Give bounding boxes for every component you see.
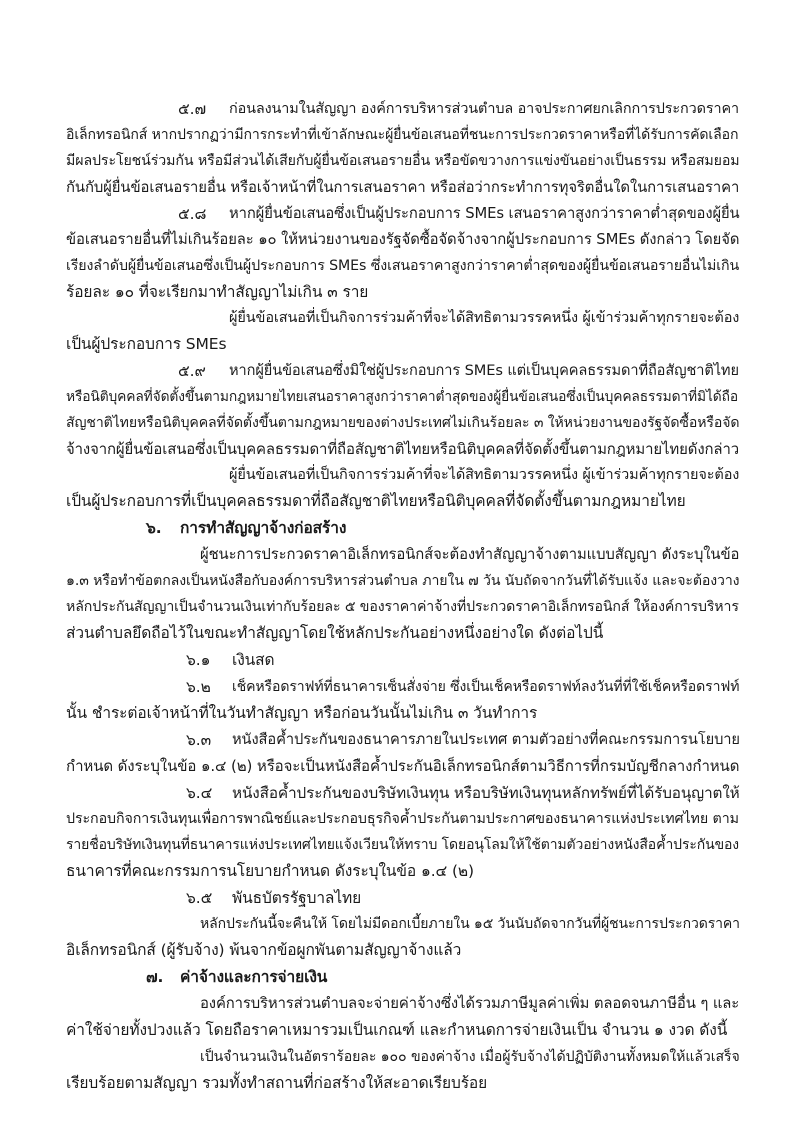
item-text-line: พันธบัตรรัฐบาลไทย	[232, 889, 362, 907]
clause-text-line: ร้อยละ ๑๐ ที่จะเรียกมาทำสัญญาไม่เกิน ๓ ราย	[66, 283, 369, 301]
clause-text-line: ผู้ยื่นข้อเสนอที่เป็นกิจการร่วมค้าที่จะได้สิทธิตามวรรคหนึ่ง ผู้เข้าร่วมค้าทุกรายจะต้อง	[229, 310, 740, 326]
section-text-line: ส่วนตำบลยึดถือไว้ในขณะทำสัญญาโดยใช้หลักประกันอย่างหนึ่งอย่างใด ดังต่อไปนี้	[66, 624, 604, 642]
item-text-line: หนังสือค้ำประกันของบริษัทเงินทุน หรือบริษัทเงินทุนหลักทรัพย์ที่ได้รับอนุญาตให้	[232, 784, 740, 802]
item-text-line: กำหนด ดังระบุในข้อ ๑.๔ (๒) หรือจะเป็นหนังสือค้ำประกันอิเล็กทรอนิกส์ตามวิธีการที่กรมบัญชีกลางกำหนด	[66, 757, 740, 775]
section-text-line: เป็นจำนวนเงินในอัตราร้อยละ ๑๐๐ ของค่าจ้าง เมื่อผู้รับจ้างได้ปฏิบัติงานทั้งหมดให้แล้วเสร็จ	[200, 1049, 740, 1065]
clause-text-line: สัญชาติไทยหรือนิติบุคคลที่จัดตั้งขึ้นตามกฎหมายของต่างประเทศไม่เกินร้อยละ ๓ ให้หน่วยงานของรัฐจัดซื้อหรือจัด	[66, 415, 740, 431]
item-number: ๖.๕	[186, 889, 213, 907]
section-text-line: หลักประกันสัญญาเป็นจำนวนเงินเท่ากับร้อยละ ๕ ของราคาค่าจ้างที่ประกวดราคาอิเล็กทรอนิกส์ ให้องค์การบริหาร	[66, 599, 739, 615]
section-heading: การทำสัญญาจ้างก่อสร้าง	[180, 519, 347, 537]
clause-text-line: มีผลประโยชน์ร่วมกัน หรือมีส่วนได้เสียกับผู้ยื่นข้อเสนอรายอื่น หรือขัดขวางการแข่งขันอย่างเป็นธรรม หรือสมยอม	[66, 153, 740, 169]
clause-text-line: กันกับผู้ยื่นข้อเสนอรายอื่น หรือเจ้าหน้าที่ในการเสนอราคา หรือส่อว่ากระทำการทุจริตอื่นใดในการเสนอราคา	[66, 178, 740, 196]
clause-number: ๕.๗	[178, 100, 207, 118]
clause-text-line: ก่อนลงนามในสัญญา องค์การบริหารส่วนตำบล อาจประกาศยกเลิกการประกวดราคา	[229, 101, 739, 117]
item-text-line: ธนาคารที่คณะกรรมการนโยบายกำหนด ดังระบุในข้อ ๑.๔ (๒)	[66, 862, 474, 880]
section-text-line: องค์การบริหารส่วนตำบลจะจ่ายค่าจ้างซึ่งได้รวมภาษีมูลค่าเพิ่ม ตลอดจนภาษีอื่น ๆ และ	[200, 995, 740, 1012]
clause-number: ๕.๙	[178, 362, 206, 380]
item-number: ๖.๔	[186, 784, 213, 802]
clause-text-line: เป็นผู้ประกอบการ SMEs	[66, 335, 227, 353]
section-text-line: ผู้ชนะการประกวดราคาอิเล็กทรอนิกส์จะต้องทำสัญญาจ้างตามแบบสัญญา ดังระบุในข้อ	[200, 546, 740, 563]
item-number: ๖.๒	[186, 678, 211, 696]
section-text-line: ๑.๓ หรือทำข้อตกลงเป็นหนังสือกับองค์การบริหารส่วนตำบล ภายใน ๗ วัน นับถัดจากวันที่ได้รับแจ้ง และจะต้องวาง	[66, 573, 740, 589]
section-text-line: เรียบร้อยตามสัญญา รวมทั้งทำสถานที่ก่อสร้างให้สะอาดเรียบร้อย	[66, 1074, 488, 1092]
section-text-line: ค่าใช้จ่ายทั้งปวงแล้ว โดยถือราคาเหมารวมเป็นเกณฑ์ และกำหนดการจ่ายเงินเป็น จำนวน ๑ งวด ดังนี้	[66, 1021, 728, 1039]
item-number: ๖.๓	[186, 731, 212, 749]
clause-text-line: ข้อเสนอรายอื่นที่ไม่เกินร้อยละ ๑๐ ให้หน่วยงานของรัฐจัดซื้อจัดจ้างจากผู้ประกอบการ SMEs ดังกล่าว โดยจัด	[66, 231, 740, 248]
item-text-line: เงินสด	[232, 651, 275, 669]
clause-number: ๕.๘	[178, 205, 207, 223]
item-text-line: นั้น ชำระต่อเจ้าหน้าที่ในวันทำสัญญา หรือก่อนวันนั้นไม่เกิน ๓ วันทำการ	[66, 704, 538, 722]
clause-text-line: จ้างจากผู้ยื่นข้อเสนอซึ่งเป็นบุคคลธรรมดาที่ถือสัญชาติไทยหรือนิติบุคคลที่จัดตั้งขึ้นตามกฎหมายไทยดังกล่าว	[66, 440, 739, 458]
clause-text-line: ผู้ยื่นข้อเสนอที่เป็นกิจการร่วมค้าที่จะได้สิทธิตามวรรคหนึ่ง ผู้เข้าร่วมค้าทุกรายจะต้อง	[229, 467, 740, 483]
item-text-line: หนังสือค้ำประกันของธนาคารภายในประเทศ ตามตัวอย่างที่คณะกรรมการนโยบาย	[232, 731, 740, 748]
item-text-line: รายชื่อบริษัทเงินทุนที่ธนาคารแห่งประเทศไทยแจ้งเวียนให้ทราบ โดยอนุโลมให้ใช้ตามตัวอย่างหนังสือค้ำประกันของ	[66, 837, 740, 853]
section-number: ๗.	[146, 968, 164, 986]
section-number: ๖.	[146, 519, 162, 537]
clause-text-line: หากผู้ยื่นข้อเสนอซึ่งเป็นผู้ประกอบการ SMEs เสนอราคาสูงกว่าราคาต่ำสุดของผู้ยื่น	[229, 205, 740, 222]
item-text-line: ประกอบกิจการเงินทุนเพื่อการพาณิชย์และประกอบธุรกิจค้ำประกันตามประกาศของธนาคารแห่งประเทศไทย ตาม	[66, 811, 739, 827]
clause-text-line: เรียงลำดับผู้ยื่นข้อเสนอซึ่งเป็นผู้ประกอบการ SMEs ซึ่งเสนอราคาสูงกว่าราคาต่ำสุดของผู้ยื่นข้อเสนอรายอื่นไม่เกิน	[66, 258, 740, 274]
clause-text-line: หากผู้ยื่นข้อเสนอซึ่งมิใช่ผู้ประกอบการ SMEs แต่เป็นบุคคลธรรมดาที่ถือสัญชาติไทย	[229, 362, 739, 379]
item-text-line: เช็คหรือดราฟท์ที่ธนาคารเซ็นสั่งจ่าย ซึ่งเป็นเช็คหรือดราฟท์ลงวันที่ที่ใช้เช็คหรือดราฟท์	[232, 679, 740, 695]
clause-text-line: หรือนิติบุคคลที่จัดตั้งขึ้นตามกฎหมายไทยเสนอราคาสูงกว่าราคาต่ำสุดของผู้ยื่นข้อเสนอซึ่งเป็นบุคคลธรรมดาที่มิได้ถือ	[66, 389, 738, 405]
section-heading: ค่าจ้างและการจ่ายเงิน	[180, 968, 328, 986]
item-number: ๖.๑	[186, 651, 211, 669]
section-text-line: หลักประกันนี้จะคืนให้ โดยไม่มีดอกเบี้ยภายใน ๑๕ วันนับถัดจากวันที่ผู้ชนะการประกวดราคา	[200, 916, 740, 932]
clause-text-line: เป็นผู้ประกอบการที่เป็นบุคคลธรรมดาที่ถือสัญชาติไทยหรือนิติบุคคลที่จัดตั้งขึ้นตามกฎหมายไทย	[66, 492, 686, 510]
section-text-line: อิเล็กทรอนิกส์ (ผู้รับจ้าง) พ้นจากข้อผูกพันตามสัญญาจ้างแล้ว	[66, 941, 462, 959]
clause-text-line: อิเล็กทรอนิกส์ หากปรากฏว่ามีการกระทำที่เข้าลักษณะผู้ยื่นข้อเสนอที่ชนะการประกวดราคาหรือที่ได้รับการคัดเลือก	[66, 127, 739, 143]
